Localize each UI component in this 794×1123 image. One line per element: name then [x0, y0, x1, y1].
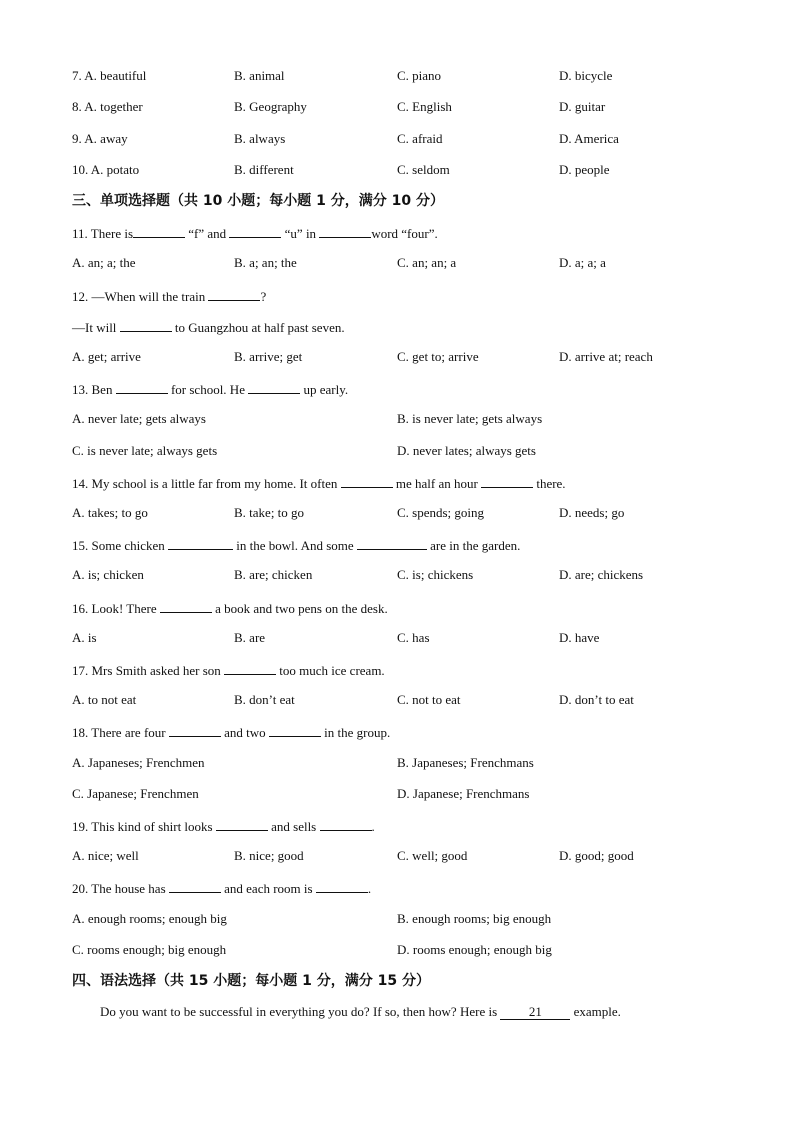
question-text: 15. Some chicken: [72, 538, 169, 553]
option-d: D. never lates; always gets: [397, 443, 536, 458]
option-b: B. animal: [234, 68, 285, 83]
option-d: D. bicycle: [559, 68, 613, 83]
option-a: A. enough rooms; enough big: [72, 911, 227, 926]
question-text: and two: [220, 725, 269, 740]
answer-blank: [316, 879, 368, 893]
question-18: [72, 723, 390, 741]
option-b: B. a; an; the: [234, 255, 297, 270]
question-text: ?: [260, 289, 267, 304]
answer-blank: [229, 224, 281, 238]
question-text: are in the garden.: [426, 538, 521, 553]
option-a: 10. A. potato: [72, 162, 140, 177]
question-text: “f” and: [185, 226, 230, 241]
option-a: A. is; chicken: [72, 567, 144, 582]
question-text: there.: [533, 476, 566, 491]
option-b: B. don’t eat: [234, 692, 295, 707]
option-a: A. to not eat: [72, 692, 137, 707]
question-text: 16. Look! There: [72, 601, 160, 616]
question-11: [72, 224, 438, 242]
option-b: B. always: [234, 131, 286, 146]
question-text: in the bowl. And some: [233, 538, 357, 553]
question-19: [72, 817, 375, 835]
question-text: too much ice cream.: [276, 663, 385, 678]
question-text: 14. My school is a little far from my home. It often: [72, 476, 341, 491]
option-c: C. get to; arrive: [397, 349, 479, 364]
answer-blank: [248, 380, 300, 394]
option-c: C. afraid: [397, 131, 443, 146]
option-c: C. rooms enough; big enough: [72, 942, 227, 957]
option-b: B. Japaneses; Frenchmans: [397, 755, 534, 770]
option-d: D. have: [559, 630, 600, 645]
answer-blank: [320, 817, 372, 831]
option-d: D. Japanese; Frenchmans: [397, 786, 530, 801]
question-text: to Guangzhou at half past seven.: [171, 320, 345, 335]
answer-blank: [116, 380, 168, 394]
question-15: [72, 536, 520, 554]
option-b: B. enough rooms; big enough: [397, 911, 552, 926]
option-a: A. nice; well: [72, 848, 139, 863]
question-text: 13. Ben: [72, 382, 116, 397]
question-text: .: [367, 881, 372, 896]
question-text: 18. There are four: [72, 725, 169, 740]
answer-blank: [169, 879, 221, 893]
question-16: [72, 599, 388, 617]
option-d: D. don’t to eat: [559, 692, 634, 707]
option-a: A. an; a; the: [72, 255, 136, 270]
answer-blank: [319, 224, 371, 238]
question-text: 12. —When will the train: [72, 289, 209, 304]
question-text: 17. Mrs Smith asked her son: [72, 663, 225, 678]
answer-blank: [160, 599, 212, 613]
option-d: D. are; chickens: [559, 567, 644, 582]
answer-blank: [168, 536, 233, 550]
option-b: B. arrive; get: [234, 349, 303, 364]
option-a: A. is: [72, 630, 97, 645]
question-14: [72, 474, 566, 492]
answer-blank: [341, 474, 393, 488]
option-a: A. get; arrive: [72, 349, 141, 364]
option-d: D. a; a; a: [559, 255, 606, 270]
option-d: D. arrive at; reach: [559, 349, 653, 364]
answer-blank: [133, 224, 185, 238]
answer-blank: [216, 817, 268, 831]
passage-line-1: [100, 1004, 621, 1020]
question-12-reply: [72, 318, 345, 336]
option-c: C. spends; going: [397, 505, 485, 520]
numbered-blank: 21: [500, 1005, 570, 1020]
option-c: C. seldom: [397, 162, 450, 177]
option-d: D. good; good: [559, 848, 634, 863]
option-b: B. take; to go: [234, 505, 305, 520]
option-d: D. America: [559, 131, 619, 146]
answer-blank: [169, 723, 221, 737]
option-b: B. are: [234, 630, 266, 645]
answer-blank: [481, 474, 533, 488]
answer-blank: [357, 536, 427, 550]
question-12: [72, 287, 266, 305]
option-a: 7. A. beautiful: [72, 68, 147, 83]
question-text: word “four”.: [371, 226, 438, 241]
option-b: B. different: [234, 162, 294, 177]
option-a: A. never late; gets always: [72, 411, 206, 426]
option-b: B. Geography: [234, 99, 307, 114]
section-heading-4: 四、语法选择（共 15 小题；每小题 1 分，满分 15 分）: [72, 973, 430, 989]
option-b: B. nice; good: [234, 848, 304, 863]
option-a: A. takes; to go: [72, 505, 148, 520]
option-a: 9. A. away: [72, 131, 128, 146]
question-17: [72, 661, 385, 679]
option-c: C. well; good: [397, 848, 468, 863]
section-heading-3: 三、单项选择题（共 10 小题；每小题 1 分，满分 10 分）: [72, 193, 444, 209]
option-c: C. has: [397, 630, 430, 645]
option-c: C. is; chickens: [397, 567, 474, 582]
option-c: C. an; an; a: [397, 255, 457, 270]
answer-blank: [224, 661, 276, 675]
question-20: [72, 879, 371, 897]
option-d: D. guitar: [559, 99, 606, 114]
passage-text: Do you want to be successful in everything you do? If so, then how? Here is: [100, 1004, 501, 1019]
question-text: “u” in: [281, 226, 320, 241]
option-c: C. is never late; always gets: [72, 443, 218, 458]
option-b: B. are; chicken: [234, 567, 313, 582]
question-text: for school. He: [167, 382, 249, 397]
question-text: me half an hour: [392, 476, 482, 491]
option-a: A. Japaneses; Frenchmen: [72, 755, 205, 770]
option-a: 8. A. together: [72, 99, 143, 114]
option-d: D. people: [559, 162, 610, 177]
option-c: C. Japanese; Frenchmen: [72, 786, 199, 801]
question-text: and sells: [267, 819, 320, 834]
question-text: 20. The house has: [72, 881, 169, 896]
question-text: 11. There is: [72, 226, 134, 241]
question-text: in the group.: [320, 725, 391, 740]
answer-blank: [269, 723, 321, 737]
option-c: C. piano: [397, 68, 442, 83]
question-text: .: [371, 819, 375, 834]
option-d: D. rooms enough; enough big: [397, 942, 552, 957]
answer-blank: [208, 287, 260, 301]
question-text: and each room is: [220, 881, 316, 896]
question-13: [72, 380, 348, 398]
option-c: C. not to eat: [397, 692, 461, 707]
option-c: C. English: [397, 99, 452, 114]
question-text: up early.: [300, 382, 349, 397]
question-text: a book and two pens on the desk.: [211, 601, 388, 616]
option-b: B. is never late; gets always: [397, 411, 543, 426]
option-d: D. needs; go: [559, 505, 625, 520]
passage-text: example.: [570, 1004, 621, 1019]
answer-blank: [120, 318, 172, 332]
question-text: —It will: [72, 320, 120, 335]
question-text: 19. This kind of shirt looks: [72, 819, 216, 834]
